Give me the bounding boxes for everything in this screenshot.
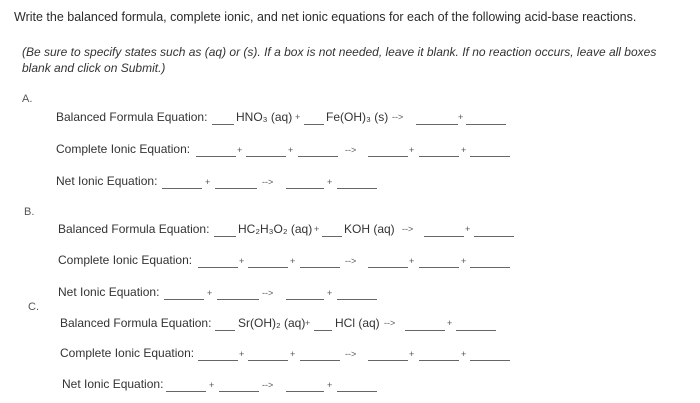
- section-b-letter: B.: [24, 206, 35, 218]
- product-blank[interactable]: [474, 236, 514, 237]
- answer-blank[interactable]: [219, 391, 259, 392]
- product-blank[interactable]: [424, 236, 464, 237]
- plus-sign: +: [209, 380, 215, 390]
- balanced-label: Balanced Formula Equation:: [58, 222, 210, 236]
- arrow: -->: [262, 177, 274, 187]
- answer-blank[interactable]: [419, 156, 459, 157]
- answer-blank[interactable]: [337, 188, 377, 189]
- answer-blank[interactable]: [198, 267, 238, 268]
- plus-sign: +: [461, 349, 467, 359]
- plus-sign: +: [295, 112, 301, 122]
- coefficient-blank[interactable]: [215, 330, 235, 331]
- complete-label: Complete Ionic Equation:: [58, 253, 193, 267]
- coefficient-blank[interactable]: [304, 124, 324, 125]
- plus-sign: +: [461, 145, 467, 155]
- net-label: Net Ionic Equation:: [58, 285, 160, 299]
- reactant-2: Fe(OH)₃ (s): [326, 110, 389, 124]
- section-a-letter: A.: [22, 93, 33, 105]
- answer-blank[interactable]: [198, 360, 238, 361]
- answer-blank[interactable]: [286, 188, 324, 189]
- answer-blank[interactable]: [368, 360, 408, 361]
- answer-blank[interactable]: [286, 391, 324, 392]
- coefficient-blank[interactable]: [212, 124, 234, 125]
- arrow: -->: [262, 380, 274, 390]
- instructions-note: (Be sure to specify states such as (aq) or (s). If a box is not needed, leave it blank. If no reaction occurs, leave all boxes blank and click on Submit.): [22, 45, 657, 75]
- plus-sign: +: [305, 318, 311, 328]
- plus-sign: +: [314, 224, 320, 234]
- arrow: -->: [262, 288, 274, 298]
- arrow: -->: [345, 145, 357, 155]
- reactant-1: HNO₃ (aq): [236, 110, 293, 124]
- arrow: -->: [384, 318, 396, 328]
- answer-blank[interactable]: [337, 391, 377, 392]
- section-c-letter: C.: [28, 301, 39, 313]
- arrow: -->: [402, 224, 414, 234]
- plus-sign: +: [205, 177, 211, 187]
- coefficient-blank[interactable]: [214, 236, 236, 237]
- reactant-2: KOH (aq): [344, 222, 395, 236]
- plus-sign: +: [327, 177, 333, 187]
- plus-sign: +: [239, 349, 245, 359]
- coefficient-blank[interactable]: [314, 330, 332, 331]
- answer-blank[interactable]: [166, 391, 206, 392]
- answer-blank[interactable]: [470, 267, 510, 268]
- arrow: -->: [345, 349, 357, 359]
- balanced-label: Balanced Formula Equation:: [60, 316, 212, 330]
- reactant-1: HC₂H₃O₂ (aq): [238, 222, 313, 236]
- answer-blank[interactable]: [470, 156, 510, 157]
- plus-sign: +: [461, 256, 467, 266]
- plus-sign: +: [327, 380, 333, 390]
- answer-blank[interactable]: [248, 267, 288, 268]
- plus-sign: +: [239, 256, 245, 266]
- plus-sign: +: [409, 349, 415, 359]
- answer-blank[interactable]: [337, 299, 377, 300]
- net-label: Net Ionic Equation:: [56, 174, 158, 188]
- answer-blank[interactable]: [470, 360, 510, 361]
- product-blank[interactable]: [416, 124, 458, 125]
- product-blank[interactable]: [456, 330, 496, 331]
- plus-sign: +: [207, 288, 213, 298]
- plus-sign: +: [458, 112, 464, 122]
- plus-sign: +: [288, 145, 294, 155]
- arrow: -->: [345, 256, 357, 266]
- answer-blank[interactable]: [419, 267, 459, 268]
- plus-sign: +: [409, 256, 415, 266]
- answer-blank[interactable]: [298, 156, 338, 157]
- plus-sign: +: [409, 145, 415, 155]
- answer-blank[interactable]: [215, 188, 257, 189]
- net-label: Net Ionic Equation:: [62, 377, 164, 391]
- plus-sign: +: [237, 145, 243, 155]
- reactant-1: Sr(OH)₂ (aq): [238, 316, 306, 330]
- answer-blank[interactable]: [300, 267, 340, 268]
- plus-sign: +: [327, 288, 333, 298]
- answer-blank[interactable]: [162, 188, 202, 189]
- answer-blank[interactable]: [217, 299, 259, 300]
- answer-blank[interactable]: [246, 156, 286, 157]
- answer-blank[interactable]: [164, 299, 204, 300]
- answer-blank[interactable]: [368, 156, 408, 157]
- coefficient-blank[interactable]: [322, 236, 342, 237]
- plus-sign: +: [290, 349, 296, 359]
- plus-sign: +: [447, 318, 453, 328]
- answer-blank[interactable]: [368, 267, 408, 268]
- instructions-title: Write the balanced formula, complete ionic, and net ionic equations for each of the following acid-base reactions.: [14, 10, 637, 24]
- product-blank[interactable]: [405, 330, 445, 331]
- answer-blank[interactable]: [286, 299, 324, 300]
- complete-label: Complete Ionic Equation:: [60, 346, 195, 360]
- product-blank[interactable]: [466, 124, 506, 125]
- answer-blank[interactable]: [300, 360, 340, 361]
- plus-sign: +: [465, 224, 471, 234]
- answer-blank[interactable]: [196, 156, 236, 157]
- plus-sign: +: [290, 256, 296, 266]
- arrow: -->: [392, 112, 404, 122]
- balanced-label: Balanced Formula Equation:: [56, 110, 208, 124]
- answer-blank[interactable]: [248, 360, 288, 361]
- reactant-2: HCl (aq): [335, 316, 380, 330]
- answer-blank[interactable]: [419, 360, 459, 361]
- complete-label: Complete Ionic Equation:: [56, 142, 191, 156]
